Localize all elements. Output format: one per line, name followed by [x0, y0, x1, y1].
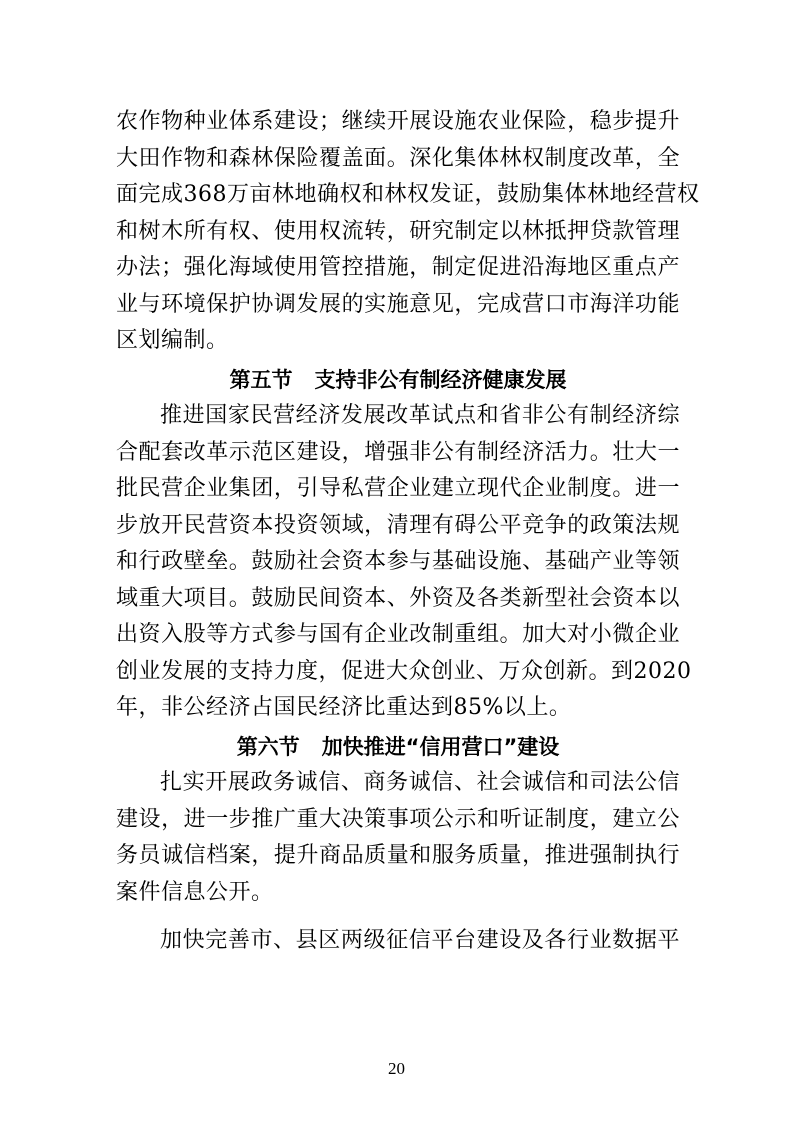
text-line: 务员诚信档案，提升商品质量和服务质量，推进强制执行	[116, 843, 680, 868]
text-line: 扎实开展政务诚信、商务诚信、社会诚信和司法公信	[160, 770, 680, 795]
text-line: 案件信息公开。	[116, 879, 274, 905]
text-line: 加快完善市、县区两级征信平台建设及各行业数据平	[160, 928, 680, 953]
paragraph-credit-platform	[116, 923, 680, 960]
text-line: 合配套改革示范区建设，增强非公有制经济活力。壮大一	[116, 439, 680, 465]
text-line: 面完成368万亩林地确权和林权发证，鼓励集体林地经营权	[116, 182, 700, 207]
text-line: 创业发展的支持力度，促进大众创业、万众创新。到2020	[116, 658, 692, 684]
paragraph-spacing	[116, 911, 680, 923]
section-heading-5	[116, 362, 680, 399]
paragraph-credit-integrity	[116, 765, 680, 911]
text-line: 业与环境保护协调发展的实施意见，完成营口市海洋功能	[116, 291, 680, 317]
text-line: 大田作物和森林保险覆盖面。深化集体林权制度改革，全	[116, 145, 680, 171]
text-line: 和行政壁垒。鼓励社会资本参与基础设施、基础产业等领	[116, 549, 680, 574]
section-heading-6	[116, 729, 680, 766]
paragraph-private-economy	[116, 398, 692, 727]
section-number: 第五节	[229, 367, 293, 392]
text-line: 和树木所有权、使用权流转，研究制定以林抵押贷款管理	[116, 218, 680, 244]
text-line: 出资入股等方式参与国有企业改制重组。加大对小微企业	[116, 622, 680, 647]
section-number: 第六节	[236, 734, 300, 759]
section-title: 加快推进“信用营口”建设	[321, 734, 560, 759]
text-line: 区划编制。	[116, 328, 229, 353]
document-page	[116, 104, 700, 960]
text-line: 推进国家民营经济发展改革试点和省非公有制经济综	[160, 403, 680, 428]
text-line: 年，非公经济占国民经济比重达到85%以上。	[116, 695, 572, 720]
text-line: 批民营企业集团，引导私营企业建立现代企业制度。进一	[116, 476, 680, 501]
section-title: 支持非公有制经济健康发展	[314, 367, 567, 392]
text-line: 建设，进一步推广重大决策事项公示和听证制度，建立公	[116, 806, 680, 832]
text-line: 办法；强化海域使用管控措施，制定促进沿海地区重点产	[116, 255, 680, 280]
paragraph-forestry-agriculture	[116, 104, 700, 360]
text-line: 农作物种业体系建设；继续开展设施农业保险，稳步提升	[116, 109, 680, 134]
text-line: 域重大项目。鼓励民间资本、外资及各类新型社会资本以	[116, 585, 680, 611]
page-number: 20	[388, 1059, 405, 1078]
text-line: 步放开民营资本投资领域，清理有碍公平竞争的政策法规	[116, 512, 680, 538]
